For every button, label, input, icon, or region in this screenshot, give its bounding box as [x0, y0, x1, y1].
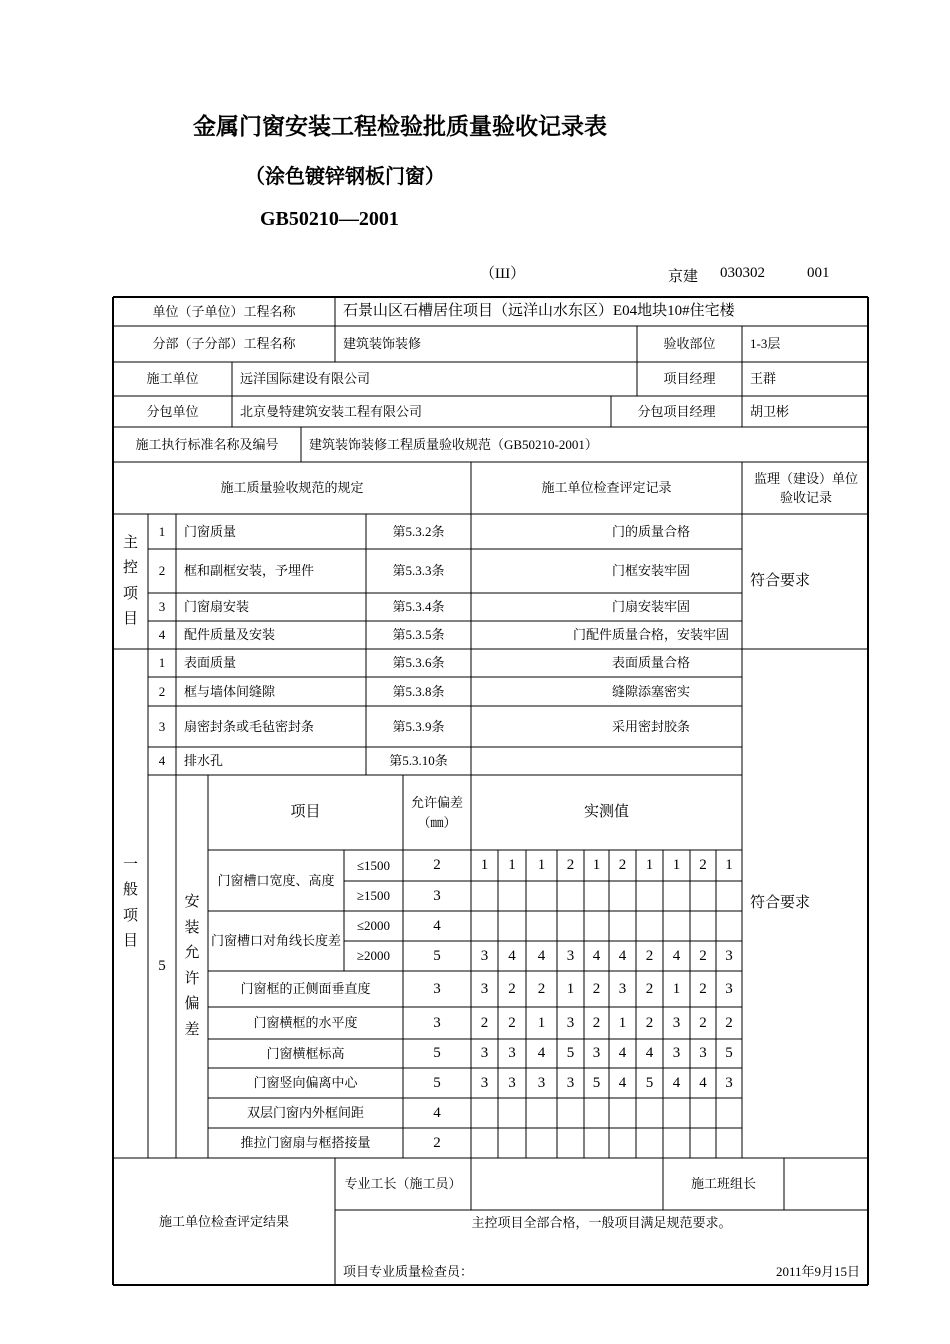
measured-value: 4 — [645, 1045, 654, 1062]
deviation-item-name: 门窗竖向偏离中心 — [253, 1075, 358, 1091]
deviation-item-name: 双层门窗内外框间距 — [246, 1105, 364, 1121]
main-item-name: 框和副框安装，予埋件 — [184, 563, 315, 579]
general-item-clause: 第5.3.8条 — [392, 683, 445, 699]
main-item-name: 门窗质量 — [184, 523, 237, 539]
measured-value — [716, 1128, 742, 1158]
measured-value: 2 — [699, 1014, 707, 1031]
measured-value — [498, 1128, 526, 1158]
deviation-item-name: 门窗横框的水平度 — [253, 1015, 358, 1031]
measured-value: 2 — [645, 1014, 654, 1031]
measured-value: 2 — [699, 947, 707, 964]
measured-value — [690, 1128, 716, 1158]
contractor-label: 施工单位 — [146, 371, 199, 387]
measured-value — [526, 1128, 557, 1158]
measured-value — [498, 911, 526, 941]
measured-value — [584, 911, 609, 941]
deviation-item-no: 5 — [158, 958, 166, 975]
measured-value — [557, 881, 584, 911]
measured-value: 4 — [672, 947, 681, 964]
measured-value: 2 — [480, 1014, 489, 1031]
measured-value — [716, 1098, 742, 1128]
general-item-name: 排水孔 — [184, 753, 224, 769]
deviation-measured-header: 实测值 — [583, 804, 629, 821]
measured-value — [609, 1098, 636, 1128]
measured-value — [690, 1098, 716, 1128]
subdivision-value: 建筑装饰装修 — [343, 336, 422, 352]
deviation-tolerance: 4 — [433, 917, 441, 934]
measured-value: 1 — [672, 857, 681, 874]
measured-value — [498, 881, 526, 911]
measured-value — [471, 881, 498, 911]
general-item-name: 扇密封条或毛毡密封条 — [184, 718, 315, 734]
main-item-name: 配件质量及安装 — [184, 627, 276, 643]
measured-value: 4 — [618, 1045, 627, 1062]
form-code-prefix: 京建 — [668, 269, 699, 285]
measured-value: 3 — [672, 1014, 681, 1031]
measured-value: 1 — [566, 980, 575, 997]
measured-value: 2 — [592, 1014, 601, 1031]
main-items-group-label: 主 控 项 目 — [122, 534, 138, 627]
page-subtitle: （涂色镀锌钢板门窗） — [245, 166, 445, 188]
measured-value: 1 — [537, 857, 546, 874]
measured-value — [471, 911, 498, 941]
general-item-no: 4 — [158, 753, 166, 769]
measured-value: 1 — [480, 857, 489, 874]
main-items-result: 符合要求 — [750, 573, 811, 590]
unit-name-label: 单位（子单位）工程名称 — [152, 303, 296, 319]
project-manager-label: 项目经理 — [663, 371, 716, 387]
general-items-result: 符合要求 — [750, 895, 811, 912]
inspection-part-value: 1-3层 — [750, 336, 781, 352]
measured-value — [471, 1128, 498, 1158]
measured-value: 3 — [725, 947, 733, 964]
form-code-number: 030302 — [720, 265, 765, 281]
general-item-no: 1 — [158, 655, 166, 671]
deviation-tolerance: 5 — [433, 1074, 441, 1091]
measured-value — [584, 881, 609, 911]
measured-value: 1 — [725, 857, 733, 874]
main-item-record: 门框安装牢固 — [611, 563, 690, 579]
main-item-record: 门配件质量合格，安装牢固 — [572, 627, 729, 643]
measured-value: 2 — [699, 980, 707, 997]
measured-value — [716, 911, 742, 941]
main-item-name: 门窗扇安装 — [184, 599, 250, 615]
measured-value: 3 — [537, 1074, 546, 1091]
deviation-tolerance-header: 允许偏差（㎜） — [410, 795, 463, 830]
team-leader-label: 施工班组长 — [690, 1176, 756, 1192]
measured-value — [557, 1098, 584, 1128]
foreman-label: 专业工长（施工员） — [344, 1176, 462, 1192]
measured-value: 2 — [566, 857, 575, 874]
deviation-tolerance: 3 — [433, 1014, 441, 1031]
general-item-name: 框与墙体间缝隙 — [184, 683, 276, 699]
general-item-clause: 第5.3.10条 — [389, 753, 448, 769]
deviation-tolerance: 2 — [433, 1134, 441, 1151]
measured-value — [663, 1128, 690, 1158]
measured-value: 3 — [566, 1074, 575, 1091]
measured-value — [471, 1098, 498, 1128]
deviation-tolerance: 3 — [433, 887, 441, 904]
measured-value: 2 — [645, 980, 654, 997]
measured-value: 3 — [592, 1045, 601, 1062]
measured-value: 3 — [725, 980, 733, 997]
measured-value: 3 — [480, 947, 489, 964]
spec-column-header: 施工质量验收规范的规定 — [220, 480, 364, 496]
measured-value: 2 — [508, 1014, 516, 1031]
deviation-group-label: 安 装 允 许 偏 差 — [184, 894, 200, 1038]
main-item-clause: 第5.3.2条 — [392, 523, 445, 539]
general-items-group-label: 一 般 项 目 — [122, 856, 138, 949]
measured-value: 4 — [508, 947, 516, 964]
measured-value — [584, 1128, 609, 1158]
diagonal-label: 门窗槽口对角线长度差 — [210, 933, 341, 949]
measured-value — [609, 911, 636, 941]
standard-code: GB50210—2001 — [260, 208, 399, 230]
measured-value — [609, 1128, 636, 1158]
main-item-no: 1 — [158, 523, 166, 539]
measured-value: 3 — [699, 1045, 707, 1062]
measured-value: 4 — [618, 1074, 627, 1091]
measured-value — [526, 1098, 557, 1128]
sub-project-manager-label: 分包项目经理 — [637, 403, 716, 419]
check-result-label: 施工单位检查评定结果 — [158, 1213, 289, 1229]
deviation-item-name: 推拉门窗扇与框搭接量 — [240, 1135, 371, 1151]
measured-value — [636, 881, 663, 911]
measured-value — [663, 881, 690, 911]
measured-value: 1 — [618, 1014, 627, 1031]
main-item-no: 4 — [158, 627, 166, 643]
measured-value: 4 — [537, 1045, 546, 1062]
deviation-tolerance: 5 — [433, 1045, 441, 1062]
main-item-record: 门的质量合格 — [611, 523, 690, 539]
main-item-no: 3 — [158, 599, 166, 615]
measured-value: 3 — [672, 1045, 681, 1062]
measured-value: 2 — [592, 980, 601, 997]
general-item-no: 2 — [158, 683, 166, 699]
general-item-record: 表面质量合格 — [611, 655, 690, 671]
general-item-record: 缝隙添塞密实 — [611, 683, 690, 699]
standard-label: 施工执行标准名称及编号 — [135, 436, 279, 452]
measured-value: 4 — [537, 947, 546, 964]
main-item-no: 2 — [158, 563, 166, 579]
width-height-label: 门窗槽口宽度、高度 — [217, 872, 335, 888]
general-item-record: 采用密封胶条 — [611, 718, 690, 734]
sub-project-manager-value: 胡卫彬 — [750, 403, 790, 419]
deviation-condition: ≥2000 — [356, 948, 391, 964]
measured-value: 3 — [725, 1074, 733, 1091]
measured-value: 1 — [537, 1014, 546, 1031]
deviation-item-name: 门窗框的正侧面垂直度 — [240, 981, 371, 997]
measured-value: 3 — [480, 980, 489, 997]
deviation-condition: ≤2000 — [356, 918, 391, 934]
deviation-tolerance: 2 — [433, 857, 441, 874]
measured-value: 4 — [672, 1074, 681, 1091]
supervise-column-header: 监理（建设）单位验收记录 — [753, 470, 858, 505]
deviation-item-header: 项目 — [290, 804, 321, 821]
measured-value — [557, 911, 584, 941]
measured-value: 2 — [699, 857, 707, 874]
general-item-name: 表面质量 — [184, 655, 237, 671]
general-item-clause: 第5.3.6条 — [392, 655, 445, 671]
measured-value: 4 — [699, 1074, 707, 1091]
measured-value: 2 — [618, 857, 627, 874]
measured-value — [716, 881, 742, 911]
measured-value: 2 — [645, 947, 654, 964]
measured-value: 2 — [508, 980, 516, 997]
unit-name-value: 石景山区石槽居住项目（远洋山水东区）E04地块10#住宅楼 — [343, 303, 735, 320]
measured-value: 5 — [645, 1074, 654, 1091]
measured-value: 5 — [592, 1074, 601, 1091]
page-title: 金属门窗安装工程检验批质量验收记录表 — [193, 114, 607, 139]
deviation-item-name: 门窗横框标高 — [266, 1045, 345, 1061]
measured-value — [636, 911, 663, 941]
measured-value: 5 — [566, 1045, 575, 1062]
main-item-clause: 第5.3.3条 — [392, 563, 445, 579]
measured-value: 3 — [480, 1045, 489, 1062]
general-item-no: 3 — [158, 718, 166, 734]
measured-value: 3 — [508, 1045, 516, 1062]
check-date: 2011年9月15日 — [775, 1263, 860, 1279]
measured-value — [526, 911, 557, 941]
main-item-clause: 第5.3.5条 — [392, 627, 445, 643]
form-code-seq: 001 — [807, 265, 830, 281]
measured-value — [557, 1128, 584, 1158]
measured-value: 1 — [672, 980, 681, 997]
deviation-condition: ≤1500 — [356, 857, 391, 873]
measured-value: 4 — [592, 947, 601, 964]
measured-value: 4 — [618, 947, 627, 964]
measured-value: 3 — [566, 947, 575, 964]
measured-value: 1 — [508, 857, 516, 874]
deviation-condition: ≥1500 — [356, 888, 391, 904]
measured-value — [663, 1098, 690, 1128]
measured-value: 2 — [725, 1014, 733, 1031]
measured-value: 3 — [508, 1074, 516, 1091]
subcontractor-label: 分包单位 — [146, 403, 199, 419]
measured-value: 3 — [618, 980, 627, 997]
measured-value — [636, 1128, 663, 1158]
measured-value — [690, 881, 716, 911]
measured-value: 5 — [725, 1045, 733, 1062]
inspection-part-label: 验收部位 — [663, 336, 716, 352]
measured-value — [636, 1098, 663, 1128]
measured-value: 1 — [645, 857, 654, 874]
check-column-header: 施工单位检查评定记录 — [541, 480, 672, 496]
measured-value — [584, 1098, 609, 1128]
main-item-clause: 第5.3.4条 — [392, 599, 445, 615]
check-conclusion: 主控项目全部合格，一般项目满足规范要求。 — [471, 1215, 732, 1231]
measured-value: 3 — [480, 1074, 489, 1091]
main-item-record: 门扇安装牢固 — [611, 599, 690, 615]
measured-value — [609, 881, 636, 911]
measured-value: 1 — [592, 857, 601, 874]
measured-value: 2 — [537, 980, 546, 997]
deviation-tolerance: 3 — [433, 980, 441, 997]
subcontractor-value: 北京曼特建筑安装工程有限公司 — [240, 403, 423, 419]
subdivision-label: 分部（子分部）工程名称 — [152, 336, 296, 352]
deviation-tolerance: 5 — [433, 947, 441, 964]
deviation-tolerance: 4 — [433, 1104, 441, 1121]
measured-value — [690, 911, 716, 941]
contractor-value: 远洋国际建设有限公司 — [240, 371, 371, 387]
measured-value: 3 — [566, 1014, 575, 1031]
form-mark: （Ш） — [480, 266, 526, 282]
project-manager-value: 王群 — [750, 371, 777, 387]
measured-value — [663, 911, 690, 941]
inspector-label: 项目专业质量检查员： — [343, 1263, 474, 1279]
measured-value — [526, 881, 557, 911]
general-item-clause: 第5.3.9条 — [392, 718, 445, 734]
standard-value: 建筑装饰装修工程质量验收规范（GB50210-2001） — [309, 436, 598, 452]
measured-value — [498, 1098, 526, 1128]
